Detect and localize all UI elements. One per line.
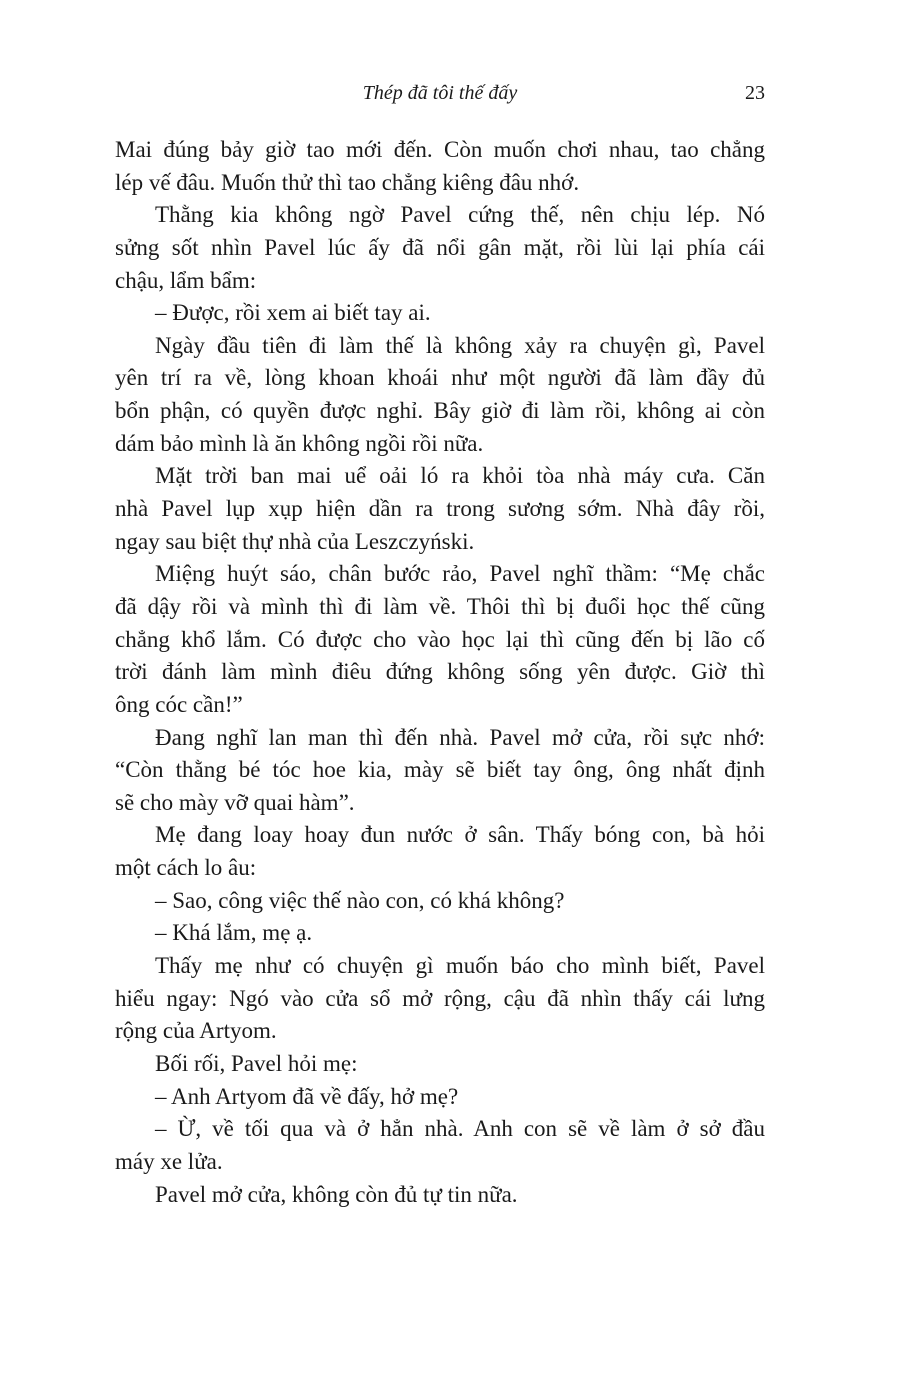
paragraph [115,950,765,1048]
text-line: Thằng kia không ngờ Pavel cứng thế, nên chịu lép. Nó [155,202,765,228]
text-line: ông cóc cần!” [115,691,243,717]
paragraph [115,330,765,461]
text-line: dám bảo mình là ăn không ngồi rồi nữa. [115,430,484,456]
paragraph [115,722,765,820]
paragraph [115,558,765,721]
text-line: ngay sau biệt thự nhà của Leszczyński. [115,528,475,554]
text-line: yên trí ra về, lòng khoan khoái như một người đã làm đầy đủ [115,365,765,391]
paragraph [115,1081,765,1114]
text-line: Mai đúng bảy giờ tao mới đến. Còn muốn chơi nhau, tao chẳng [115,137,765,162]
paragraph [115,1048,765,1081]
text-line: – Anh Artyom đã về đấy, hở mẹ? [155,1083,459,1109]
text-line: bổn phận, có quyền được nghỉ. Bây giờ đi làm rồi, không ai còn [115,398,765,424]
text-line: hiểu ngay: Ngó vào cửa sổ mở rộng, cậu đã nhìn thấy cái lưng [115,985,765,1011]
paragraph [115,917,765,950]
text-line: Đang nghĩ lan man thì đến nhà. Pavel mở cửa, rồi sực nhớ: [155,724,765,750]
text-line: trời đánh làm mình điêu đứng không sống yên được. Giờ thì [115,659,765,685]
paragraph [115,199,765,297]
text-line: – Được, rồi xem ai biết tay ai. [155,300,431,326]
text-line: Ngày đầu tiên đi làm thế là không xảy ra chuyện gì, Pavel [155,332,765,358]
text-line: – Ừ, về tối qua và ở hẳn nhà. Anh con sẽ về làm ở sở đầu [155,1116,765,1142]
text-line: Mẹ đang loay hoay đun nước ở sân. Thấy bóng con, bà hỏi [155,822,765,848]
body-text [115,134,765,1211]
text-line: – Khá lắm, mẹ ạ. [155,920,313,946]
text-line: Mặt trời ban mai uể oải ló ra khỏi tòa nhà máy cưa. Căn [155,463,765,489]
paragraph [115,885,765,918]
text-line: nhà Pavel lụp xụp hiện dần ra trong sương sớm. Nhà đây rồi, [115,496,765,522]
text-line: máy xe lửa. [115,1148,223,1174]
paragraph [115,1113,765,1178]
text-line: Thấy mẹ như có chuyện gì muốn báo cho mình biết, Pavel [155,953,765,979]
text-line: lép vế đâu. Muốn thử thì tao chẳng kiêng đâu nhớ. [115,169,580,195]
book-title: Thép đã tôi thế đấy [362,82,518,104]
text-line: đã dậy rồi và mình thì đi làm về. Thôi thì bị đuổi học thế cũng [115,593,765,619]
text-line: chẳng khổ lắm. Có được cho vào học lại thì cũng đến bị lão cố [115,626,765,652]
text-line: Pavel mở cửa, không còn đủ tự tin nữa. [155,1181,518,1207]
paragraph [115,1179,765,1212]
text-line: – Sao, công việc thế nào con, có khá không? [155,887,565,913]
paragraph [115,297,765,330]
paragraph [115,819,765,884]
text-line: Bối rối, Pavel hỏi mẹ: [155,1050,358,1076]
text-line: “Còn thằng bé tóc hoe kia, mày sẽ biết tay ông, ông nhất định [115,757,765,783]
paragraph [115,134,765,199]
text-line: sẽ cho mày vỡ quai hàm”. [115,789,355,815]
text-line: rộng của Artyom. [115,1018,277,1044]
text-line: một cách lo âu: [115,855,257,881]
page-number: 23 [745,82,765,104]
running-header [115,82,765,112]
text-line: Miệng huýt sáo, chân bước rảo, Pavel nghĩ thầm: “Mẹ chắc [155,561,765,587]
text-line: chậu, lẩm bẩm: [115,267,257,293]
text-line: sửng sốt nhìn Pavel lúc ấy đã nổi gân mặt, rồi lùi lại phía cái [115,234,765,260]
paragraph [115,460,765,558]
